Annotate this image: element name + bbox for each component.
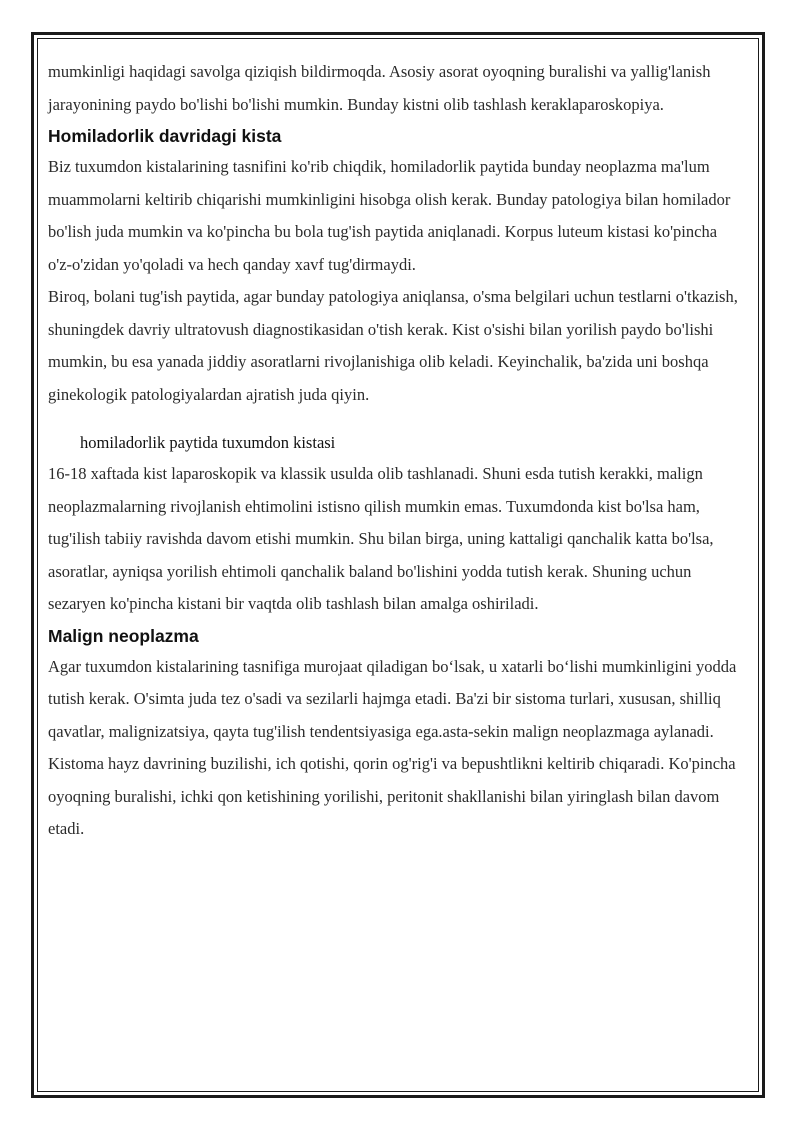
image-caption: homiladorlik paytida tuxumdon kistasi: [80, 433, 336, 452]
paragraph: mumkinligi haqidagi savolga qiziqish bildirmoqda. Asosiy asorat oyoqning buralishi va yallig'lanish jarayonining paydo bo'lishi bo'lishi mumkin. Bunday kistni olib tashlash keraklaparoskopiya.: [48, 62, 711, 114]
paragraph: Biroq, bolani tug'ish paytida, agar bunday patologiya aniqlansa, o'sma belgilari uchun testlarni o'tkazish, shuningdek davriy ultratovush diagnostikasidan o'tish kerak. Kist o'sishi bilan yorilish paydo bo'lishi mumkin, bu esa yanada jiddiy asoratlarni rivojlanishiga olib keladi. Keyinchalik, ba'zida uni boshqa ginekologik patologiyalardan ajratish juda qiyin.: [48, 287, 738, 404]
paragraph: Kistoma hayz davrining buzilishi, ich qotishi, qorin og'rig'i va bepushtlikni keltirib chiqaradi. Ko'pincha oyoqning buralishi, ichki qon ketishining yorilishi, peritonit shakllanishi bilan yiringlash bilan davom etadi.: [48, 754, 736, 838]
section-heading: Homiladorlik davridagi kista: [48, 126, 282, 146]
section-heading: Malign neoplazma: [48, 625, 199, 646]
paragraph: Agar tuxumdon kistalarining tasnifiga murojaat qiladigan bo‘lsak, u xatarli bo‘lishi mumkinligini yodda tutish kerak. O'simta juda tez o'sadi va sezilarli hajmga etadi. Ba'zi bir sistoma turlari, xususan, shilliq qavatlar, malignizatsiya, qayta tug'ilish tendentsiyasiga ega.asta-sekin malign neoplazmaga aylanadi.: [48, 656, 737, 741]
paragraph: Biz tuxumdon kistalarining tasnifini ko'rib chiqdik, homiladorlik paytida bunday neoplazma ma'lum muammolarni keltirib chiqarishi mumkinligini hisobga olish kerak. Bunday patologiya bilan homilador bo'lish juda mumkin va ko'pincha bu bola tug'ish paytida aniqlanadi. Korpus luteum kistasi ko'pincha o'z-o'zidan yo'qoladi va hech qanday xavf tug'dirmaydi.: [48, 157, 731, 274]
paragraph: 16-18 xaftada kist laparoskopik va klassik usulda olib tashlanadi. Shuni esda tutish kerakki, malign neoplazmalarning rivojlanish ehtimolini istisno qilish mumkin emas. Tuxumdonda kist bo'lsa ham, tug'ilish tabiiy ravishda davom etishi mumkin. Shu bilan birga, uning kattaligi qanchalik katta bo'lsa, asoratlar, ayniqsa yorilish ehtimoli qanchalik baland bo'lishini yodda tutish kerak. Shuning uchun sezaryen ko'pincha kistani bir vaqtda olib tashlash bilan amalga oshiriladi.: [48, 464, 714, 613]
document-body: [48, 56, 738, 846]
